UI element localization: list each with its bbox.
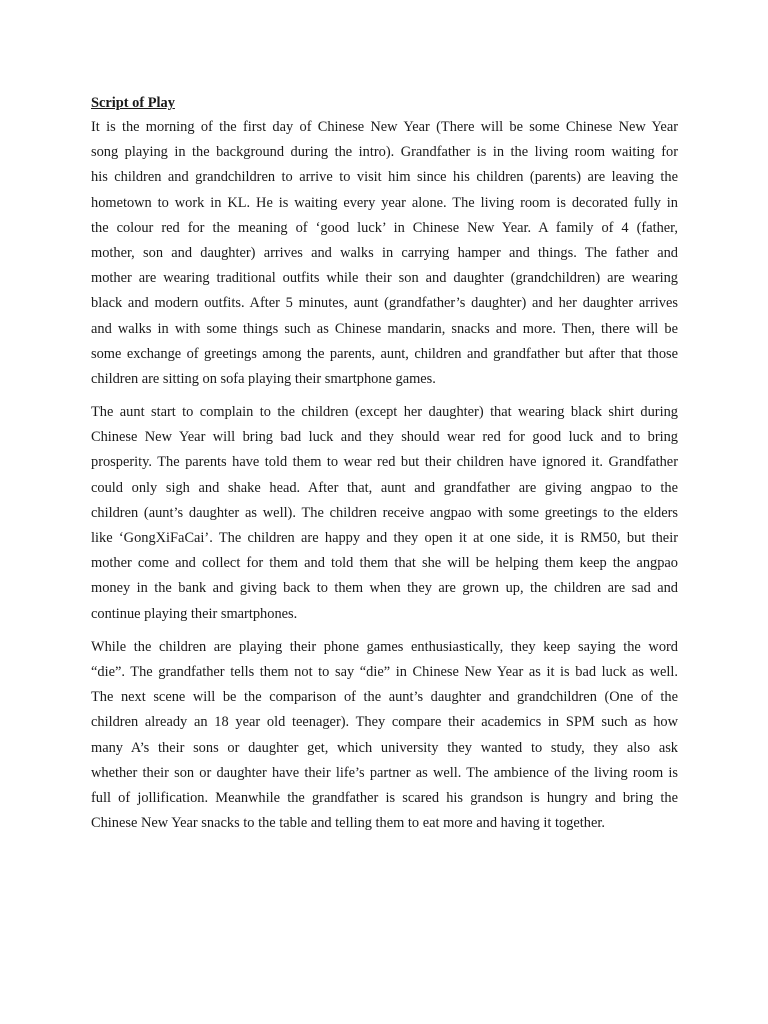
text-line: black and modern outfits. After 5 minutes, aunt (grandfather’s daughter) and her daughter arrives xyxy=(91,295,678,312)
text-line: his children and grandchildren to arrive to visit him since his children (parents) are leaving the xyxy=(91,169,678,186)
text-line: hometown to work in KL. He is waiting every year alone. The living room is decorated fully in xyxy=(91,194,678,211)
text-line: Chinese New Year will bring bad luck and they should wear red for good luck and to bring xyxy=(91,429,678,446)
text-line: many A’s their sons or daughter get, which university they wanted to study, they also ask xyxy=(91,739,678,756)
document-page xyxy=(91,92,678,836)
text-line: mother are wearing traditional outfits while their son and daughter (grandchildren) are wearing xyxy=(91,270,678,287)
text-line: children already an 18 year old teenager). They compare their academics in SPM such as how xyxy=(91,714,678,731)
text-line: some exchange of greetings among the parents, aunt, children and grandfather but after that those xyxy=(91,345,678,362)
text-line: The aunt start to complain to the children (except her daughter) that wearing black shirt during xyxy=(91,404,678,421)
text-line: children are sitting on sofa playing their smartphone games. xyxy=(91,370,436,387)
text-line: money in the bank and giving back to them when they are grown up, the children are sad and xyxy=(91,580,678,597)
text-line: mother, son and daughter) arrives and walks in carrying hamper and things. The father and xyxy=(91,244,678,261)
paragraph xyxy=(91,400,678,627)
document-title: Script of Play xyxy=(91,95,175,111)
text-line: full of jollification. Meanwhile the grandfather is scared his grandson is hungry and bring the xyxy=(91,789,678,806)
text-line: “die”. The grandfather tells them not to say “die” in Chinese New Year as it is bad luck as well. xyxy=(91,663,678,680)
text-line: continue playing their smartphones. xyxy=(91,605,298,622)
text-line: mother come and collect for them and told them that she will be helping them keep the angpao xyxy=(91,555,678,572)
text-line: Chinese New Year snacks to the table and telling them to eat more and having it together. xyxy=(91,815,605,832)
text-line: prosperity. The parents have told them to wear red but their children have ignored it. Grandfather xyxy=(91,454,678,471)
paragraph xyxy=(91,635,678,837)
text-line: The next scene will be the comparison of the aunt’s daughter and grandchildren (One of the xyxy=(91,689,678,706)
paragraph xyxy=(91,115,678,392)
text-line: It is the morning of the first day of Chinese New Year (There will be some Chinese New Year xyxy=(91,119,678,135)
text-line: whether their son or daughter have their life’s partner as well. The ambience of the living room is xyxy=(91,764,678,781)
text-line: like ‘GongXiFaCai’. The children are happy and they open it at one side, it is RM50, but their xyxy=(91,530,678,546)
text-line: the colour red for the meaning of ‘good luck’ in Chinese New Year. A family of 4 (father, xyxy=(91,219,678,236)
text-line: song playing in the background during the intro). Grandfather is in the living room waiting for xyxy=(91,144,678,161)
document-body xyxy=(91,114,678,836)
text-line: could only sigh and shake head. After that, aunt and grandfather are giving angpao to the xyxy=(91,479,678,496)
text-line: children (aunt’s daughter as well). The children receive angpao with some greetings to the elders xyxy=(91,504,678,521)
text-line: and walks in with some things such as Chinese mandarin, snacks and more. Then, there will be xyxy=(91,320,678,337)
text-line: While the children are playing their phone games enthusiastically, they keep saying the word xyxy=(91,638,678,655)
